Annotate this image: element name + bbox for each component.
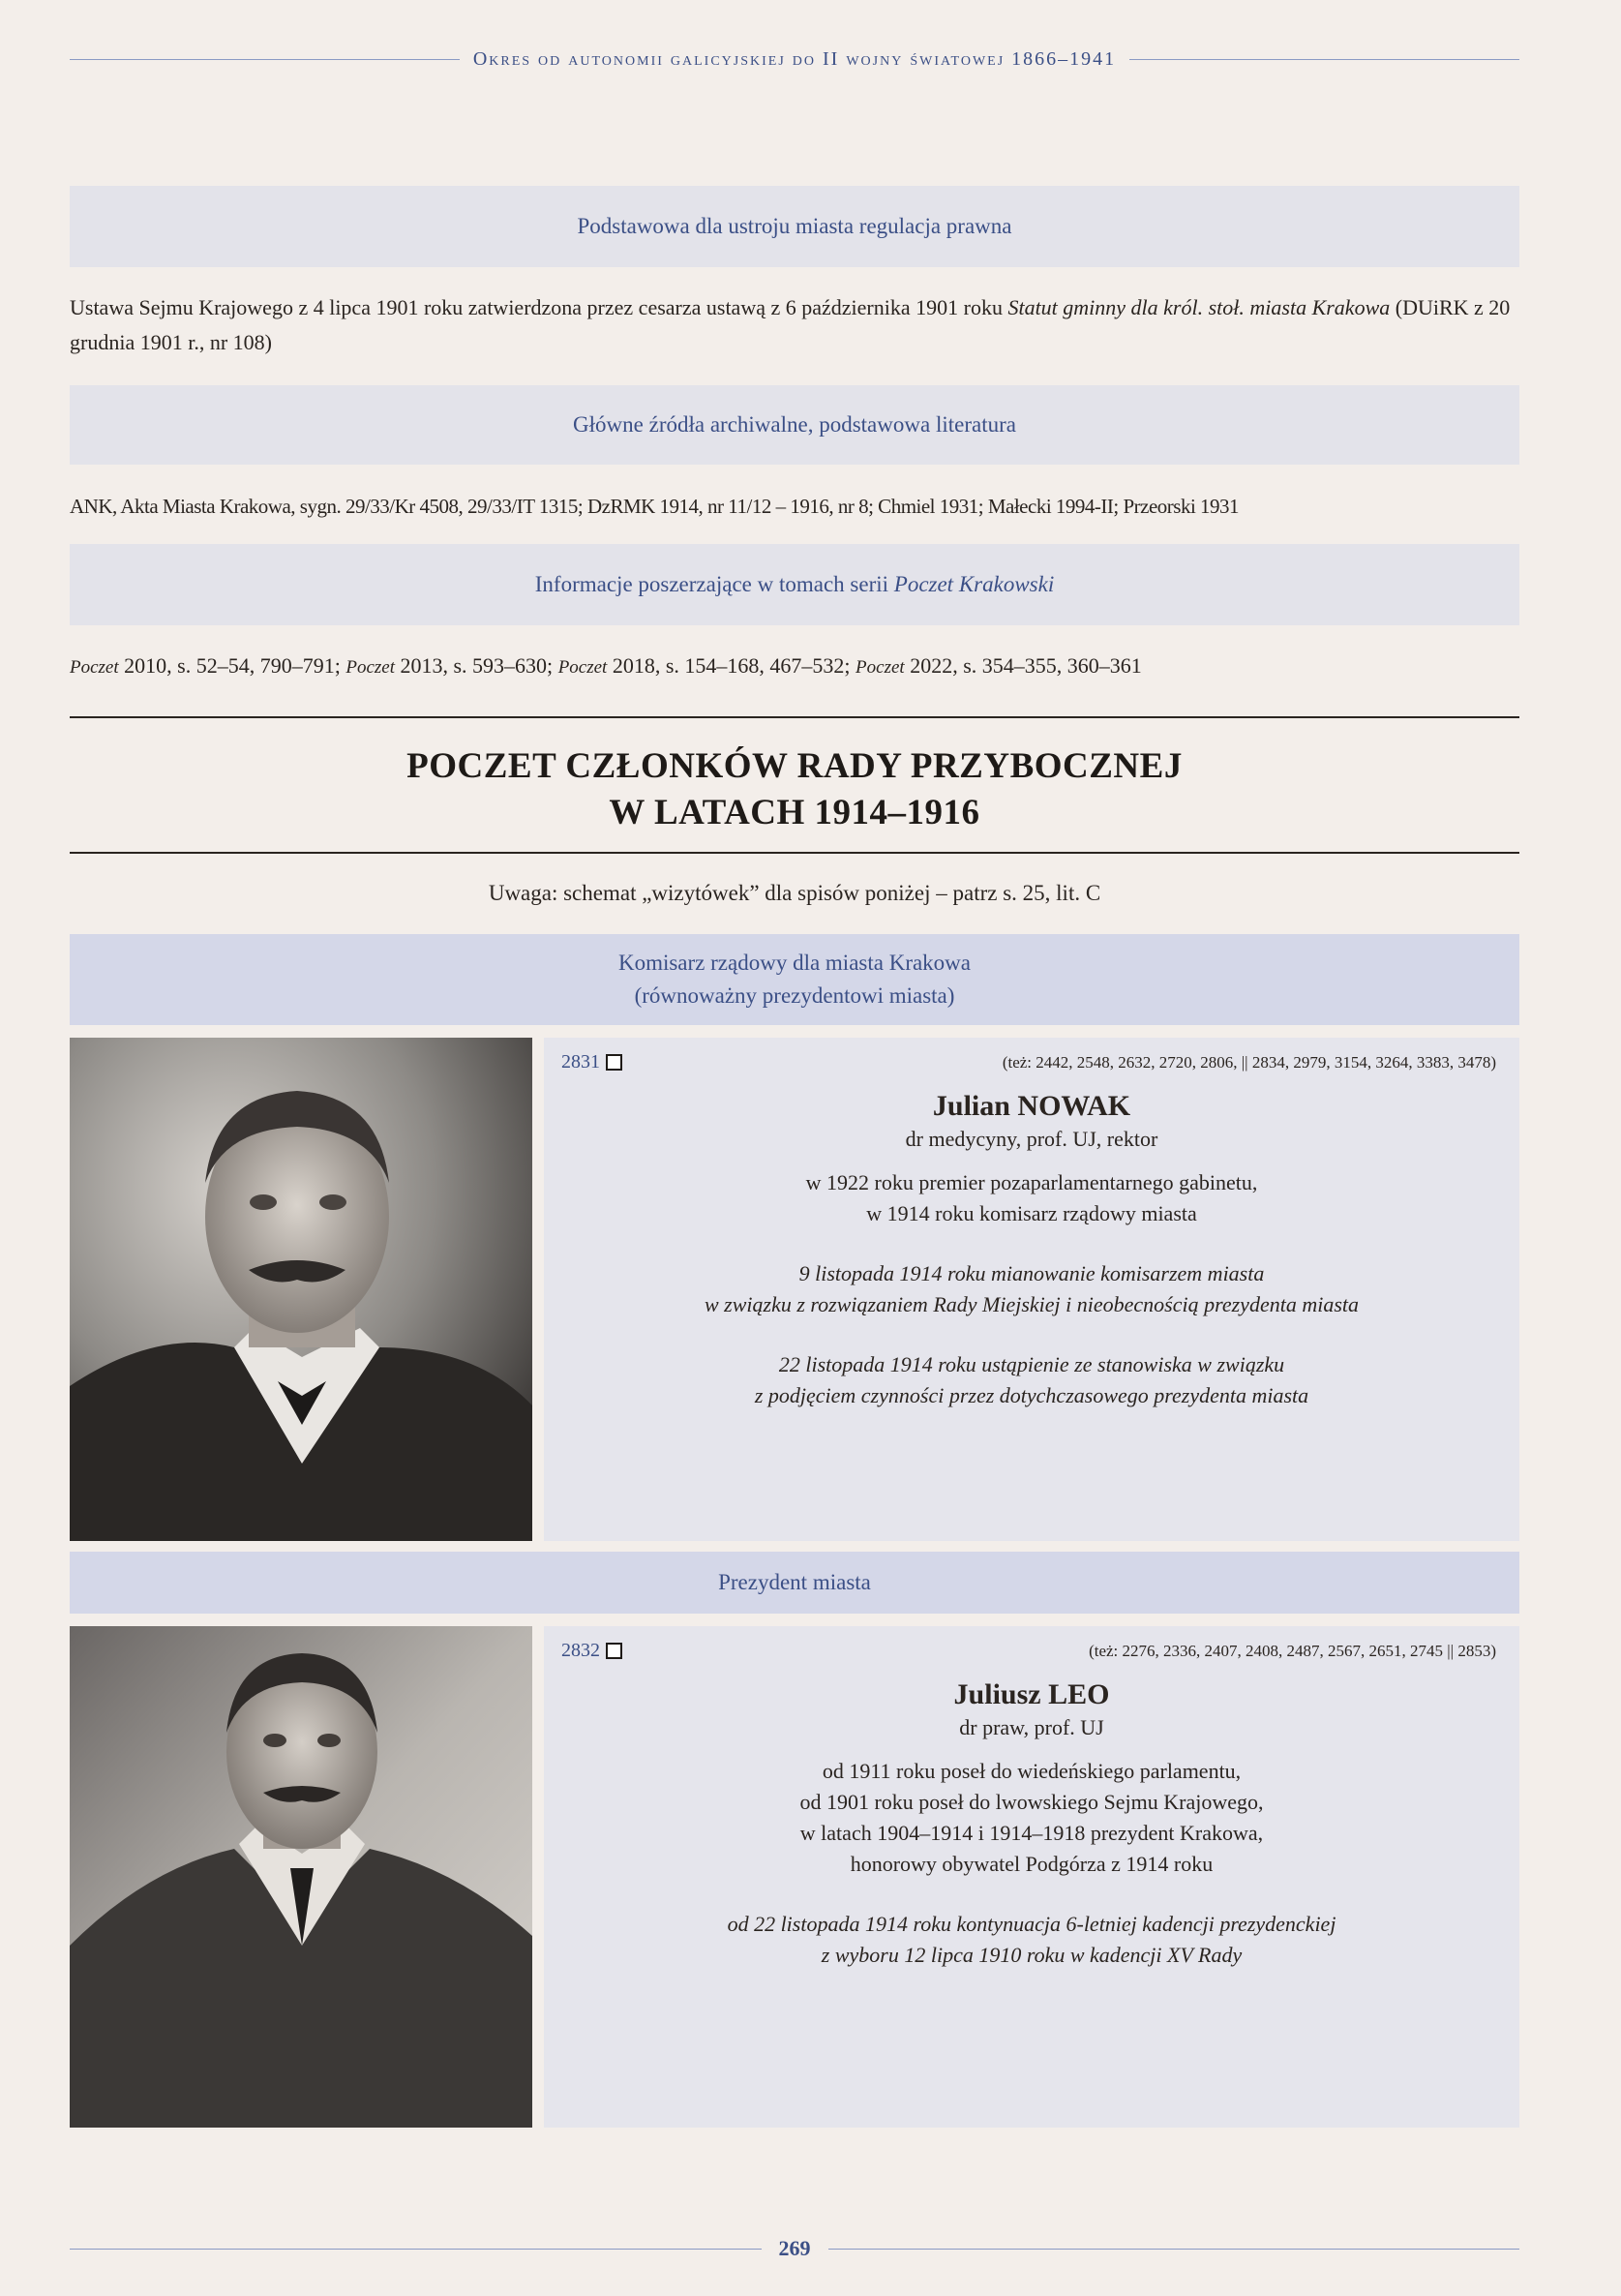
- ref-item: Poczet 2022, s. 354–355, 360–361: [856, 653, 1142, 678]
- legal-text: [70, 290, 1519, 360]
- more-info-heading: [535, 572, 1054, 597]
- entry-title: dr medycyny, prof. UJ, rektor: [905, 1127, 1158, 1151]
- sources-heading: Główne źródła archiwalne, podstawowa literatura: [573, 412, 1016, 437]
- entry-italic-line: 22 listopada 1914 roku ustąpienie ze stanowiska w związku: [778, 1352, 1285, 1376]
- entry-number-text: 2831: [561, 1051, 600, 1072]
- entry-refs: (też: 2442, 2548, 2632, 2720, 2806, || 2834, 2979, 3154, 3264, 3383, 3478): [1002, 1053, 1496, 1072]
- section-rule-bottom: [70, 852, 1519, 854]
- portrait-photo-nowak: [70, 1038, 532, 1541]
- entry-number-2831: [561, 1051, 622, 1073]
- entry-body: [544, 1677, 1519, 1971]
- running-head: [70, 48, 1519, 71]
- more-info-heading-band: [70, 544, 1519, 625]
- entry-info-line: honorowy obywatel Podgórza z 1914 roku: [850, 1852, 1214, 1876]
- legal-text-italic: Statut gminny dla król. stoł. miasta Krakowa: [1007, 295, 1391, 319]
- page-number: 269: [778, 2236, 811, 2260]
- entry-name: Julian NOWAK: [932, 1090, 1131, 1122]
- president-heading: Prezydent miasta: [718, 1570, 871, 1594]
- footer-rule-left: [70, 2249, 762, 2250]
- schema-note: Uwaga: schemat „wizytówek” dla spisów poniżej – patrz s. 25, lit. C: [488, 881, 1101, 905]
- more-info-heading-text: Informacje poszerzające w tomach serii: [534, 572, 889, 596]
- more-info-refs: [70, 649, 1519, 685]
- legal-heading-band: [70, 186, 1519, 267]
- entry-info-line: w 1914 roku komisarz rządowy miasta: [866, 1201, 1197, 1225]
- entry-italic-line: od 22 listopada 1914 roku kontynuacja 6-letniej kadencji prezydenckiej: [727, 1912, 1336, 1936]
- entry-italic-line: z wyboru 12 lipca 1910 roku w kadencji XV Rady: [821, 1943, 1243, 1967]
- entry-italic-line: 9 listopada 1914 roku mianowanie komisarzem miasta: [798, 1261, 1265, 1285]
- running-head-rule-right: [1129, 59, 1519, 60]
- section-title: [70, 743, 1519, 836]
- ref-item: Poczet 2018, s. 154–168, 467–532;: [557, 653, 851, 678]
- entry-italic-line: z podjęciem czynności przez dotychczasowego prezydenta miasta: [754, 1383, 1309, 1407]
- running-head-rule-left: [70, 59, 460, 60]
- entry-card-2832: [544, 1626, 1519, 2128]
- footer-rule-right: [828, 2249, 1520, 2250]
- legal-heading: Podstawowa dla ustroju miasta regulacja prawna: [577, 214, 1012, 238]
- ref-item: Poczet 2013, s. 593–630;: [345, 653, 554, 678]
- legal-text-a: Ustawa Sejmu Krajowego z 4 lipca 1901 roku zatwierdzona przez cesarza ustawą z 6 października 1901 roku: [70, 295, 1003, 319]
- portrait-photo-leo: [70, 1626, 532, 2128]
- sources-text: ANK, Akta Miasta Krakowa, sygn. 29/33/Kr 4508, 29/33/IT 1315; DzRMK 1914, nr 11/12 – 1916, nr 8; Chmiel 1931; Małecki 1994-II; Przeorski 1931: [70, 495, 1240, 518]
- ref-item: Poczet 2010, s. 52–54, 790–791;: [70, 653, 341, 678]
- entry-refs: (też: 2276, 2336, 2407, 2408, 2487, 2567, 2651, 2745 || 2853): [1089, 1642, 1496, 1660]
- entry-name: Juliusz LEO: [953, 1678, 1110, 1710]
- entry-info-line: w 1922 roku premier pozaparlamentarnego gabinetu,: [805, 1170, 1258, 1194]
- entry-info-line: od 1911 roku poseł do wiedeńskiego parlamentu,: [822, 1759, 1242, 1783]
- entry-card-2831: [544, 1038, 1519, 1541]
- entry-info-line: od 1901 roku poseł do lwowskiego Sejmu Krajowego,: [799, 1790, 1264, 1814]
- entry-italic-line: w związku z rozwiązaniem Rady Miejskiej i nieobecnością prezydenta miasta: [704, 1292, 1359, 1316]
- running-head-text: Okres od autonomii galicyjskiej do II wojny światowej 1866–1941: [472, 48, 1117, 70]
- commissioner-line1: Komisarz rządowy dla miasta Krakowa: [617, 951, 972, 975]
- entry-info-line: w latach 1904–1914 i 1914–1918 prezydent Krakowa,: [799, 1821, 1264, 1845]
- entry-body: [544, 1088, 1519, 1411]
- entry-title: dr praw, prof. UJ: [959, 1715, 1104, 1739]
- commissioner-line2: (równoważny prezydentowi miasta): [634, 983, 955, 1008]
- sources-heading-band: [70, 385, 1519, 465]
- commissioner-band: [70, 934, 1519, 1025]
- president-band: [70, 1552, 1519, 1614]
- page-footer: [70, 2236, 1519, 2261]
- section-title-line1: POCZET CZŁONKÓW RADY PRZYBOCZNEJ: [406, 746, 1183, 786]
- checkbox-icon[interactable]: [606, 1054, 622, 1071]
- section-rule-top: [70, 716, 1519, 718]
- legal-text-b: (DUiRK z 20 grudnia 1901 r., nr 108): [70, 295, 1511, 354]
- entry-number-text: 2832: [561, 1640, 600, 1661]
- checkbox-icon[interactable]: [606, 1643, 622, 1659]
- entry-number-2832: [561, 1640, 622, 1662]
- more-info-heading-italic: Poczet Krakowski: [893, 572, 1055, 596]
- section-title-line2: W LATACH 1914–1916: [609, 793, 980, 832]
